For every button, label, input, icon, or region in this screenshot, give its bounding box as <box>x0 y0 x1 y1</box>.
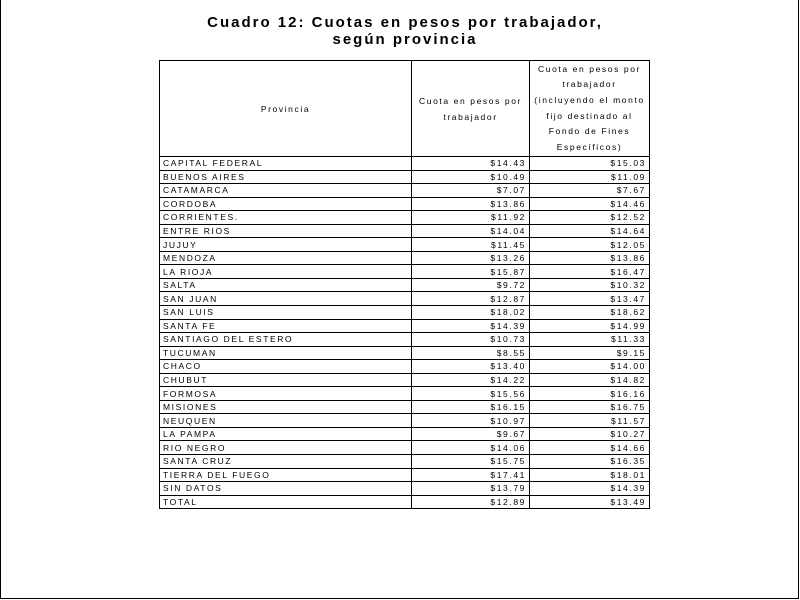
cell-cuota-incluyendo-fondo: $11.09 <box>530 170 650 184</box>
table-row <box>160 306 650 320</box>
table-row <box>160 157 650 171</box>
cell-cuota-incluyendo-fondo: $18.01 <box>530 468 650 482</box>
table-row <box>160 427 650 441</box>
cell-cuota-incluyendo-fondo: $14.39 <box>530 482 650 496</box>
cell-provincia: MENDOZA <box>160 251 412 265</box>
cell-provincia: TIERRA DEL FUEGO <box>160 468 412 482</box>
page-title: Cuadro 12: Cuotas en pesos por trabajador, <box>207 14 603 31</box>
cell-provincia: FORMOSA <box>160 387 412 401</box>
table-row <box>160 251 650 265</box>
cell-cuota-incluyendo-fondo: $10.32 <box>530 278 650 292</box>
cell-cuota: $14.22 <box>412 373 530 387</box>
cell-provincia: MISIONES <box>160 400 412 414</box>
cell-provincia: NEUQUEN <box>160 414 412 428</box>
cell-cuota: $15.87 <box>412 265 530 279</box>
cell-cuota: $13.40 <box>412 360 530 374</box>
cell-cuota-incluyendo-fondo: $11.33 <box>530 333 650 347</box>
cell-provincia: JUJUY <box>160 238 412 252</box>
cell-cuota-incluyendo-fondo: $16.75 <box>530 400 650 414</box>
cell-cuota: $12.87 <box>412 292 530 306</box>
table-row <box>160 197 650 211</box>
column-header-cuota: Cuota en pesos por trabajador <box>412 61 530 157</box>
cell-cuota: $15.56 <box>412 387 530 401</box>
cell-provincia: SANTA FE <box>160 319 412 333</box>
cell-cuota-incluyendo-fondo: $14.66 <box>530 441 650 455</box>
cell-provincia: SANTA CRUZ <box>160 455 412 469</box>
table-row <box>160 184 650 198</box>
cell-cuota-incluyendo-fondo: $16.47 <box>530 265 650 279</box>
cell-cuota-incluyendo-fondo: $12.52 <box>530 211 650 225</box>
table-row <box>160 238 650 252</box>
table-row <box>160 346 650 360</box>
cell-provincia: BUENOS AIRES <box>160 170 412 184</box>
cell-cuota-incluyendo-fondo: $13.86 <box>530 251 650 265</box>
column-header-provincia: Provincia <box>160 61 412 157</box>
cell-cuota-incluyendo-fondo: $18.62 <box>530 306 650 320</box>
cell-cuota: $14.04 <box>412 224 530 238</box>
cell-provincia: SALTA <box>160 278 412 292</box>
cell-cuota: $13.86 <box>412 197 530 211</box>
cell-cuota-incluyendo-fondo: $14.64 <box>530 224 650 238</box>
cell-provincia: TOTAL <box>160 495 412 509</box>
cell-provincia: LA RIOJA <box>160 265 412 279</box>
cell-provincia: CATAMARCA <box>160 184 412 198</box>
cell-cuota: $8.55 <box>412 346 530 360</box>
table-row <box>160 495 650 509</box>
cell-provincia: RIO NEGRO <box>160 441 412 455</box>
cell-cuota: $17.41 <box>412 468 530 482</box>
cell-cuota-incluyendo-fondo: $15.03 <box>530 157 650 171</box>
cell-cuota: $11.45 <box>412 238 530 252</box>
table-row <box>160 400 650 414</box>
cell-provincia: SIN DATOS <box>160 482 412 496</box>
table-row <box>160 224 650 238</box>
cell-cuota: $7.07 <box>412 184 530 198</box>
table-row <box>160 387 650 401</box>
cell-provincia: CHACO <box>160 360 412 374</box>
table-body <box>160 157 650 509</box>
cell-cuota: $13.79 <box>412 482 530 496</box>
cell-provincia: LA PAMPA <box>160 427 412 441</box>
table-row <box>160 468 650 482</box>
cell-cuota: $18.02 <box>412 306 530 320</box>
column-header-cuota-incluyendo-fondo: Cuota en pesos por trabajador (incluyendo el monto fijo destinado al Fondo de Fines Específicos) <box>530 61 650 157</box>
cell-cuota-incluyendo-fondo: $14.00 <box>530 360 650 374</box>
table-row <box>160 278 650 292</box>
cell-cuota-incluyendo-fondo: $14.46 <box>530 197 650 211</box>
cell-cuota: $13.26 <box>412 251 530 265</box>
table-row <box>160 441 650 455</box>
quota-table <box>159 60 650 509</box>
cell-cuota-incluyendo-fondo: $7.67 <box>530 184 650 198</box>
cell-cuota: $9.72 <box>412 278 530 292</box>
cell-provincia: SAN JUAN <box>160 292 412 306</box>
cell-cuota-incluyendo-fondo: $9.15 <box>530 346 650 360</box>
cell-provincia: TUCUMAN <box>160 346 412 360</box>
page-subtitle: según provincia <box>332 31 478 48</box>
cell-provincia: SAN LUIS <box>160 306 412 320</box>
cell-cuota: $14.39 <box>412 319 530 333</box>
cell-cuota-incluyendo-fondo: $13.47 <box>530 292 650 306</box>
cell-provincia: SANTIAGO DEL ESTERO <box>160 333 412 347</box>
cell-cuota: $16.15 <box>412 400 530 414</box>
cell-provincia: CORDOBA <box>160 197 412 211</box>
cell-cuota-incluyendo-fondo: $14.82 <box>530 373 650 387</box>
cell-provincia: CHUBUT <box>160 373 412 387</box>
table-row <box>160 414 650 428</box>
cell-provincia: CAPITAL FEDERAL <box>160 157 412 171</box>
cell-cuota-incluyendo-fondo: $13.49 <box>530 495 650 509</box>
cell-cuota-incluyendo-fondo: $16.16 <box>530 387 650 401</box>
cell-cuota: $14.06 <box>412 441 530 455</box>
cell-cuota: $12.89 <box>412 495 530 509</box>
cell-cuota: $14.43 <box>412 157 530 171</box>
table-row <box>160 455 650 469</box>
table-row <box>160 292 650 306</box>
cell-cuota: $15.75 <box>412 455 530 469</box>
table-row <box>160 319 650 333</box>
cell-cuota-incluyendo-fondo: $11.57 <box>530 414 650 428</box>
table-row <box>160 333 650 347</box>
table-header-row <box>160 61 650 157</box>
table-row <box>160 373 650 387</box>
table-row <box>160 482 650 496</box>
table-row <box>160 211 650 225</box>
cell-cuota: $10.97 <box>412 414 530 428</box>
cell-cuota-incluyendo-fondo: $12.05 <box>530 238 650 252</box>
cell-cuota: $10.49 <box>412 170 530 184</box>
table-row <box>160 265 650 279</box>
cell-cuota-incluyendo-fondo: $14.99 <box>530 319 650 333</box>
cell-cuota: $11.92 <box>412 211 530 225</box>
cell-cuota: $10.73 <box>412 333 530 347</box>
cell-provincia: CORRIENTES. <box>160 211 412 225</box>
cell-cuota-incluyendo-fondo: $10.27 <box>530 427 650 441</box>
cell-provincia: ENTRE RIOS <box>160 224 412 238</box>
cell-cuota: $9.67 <box>412 427 530 441</box>
table-row <box>160 170 650 184</box>
cell-cuota-incluyendo-fondo: $16.35 <box>530 455 650 469</box>
table-row <box>160 360 650 374</box>
